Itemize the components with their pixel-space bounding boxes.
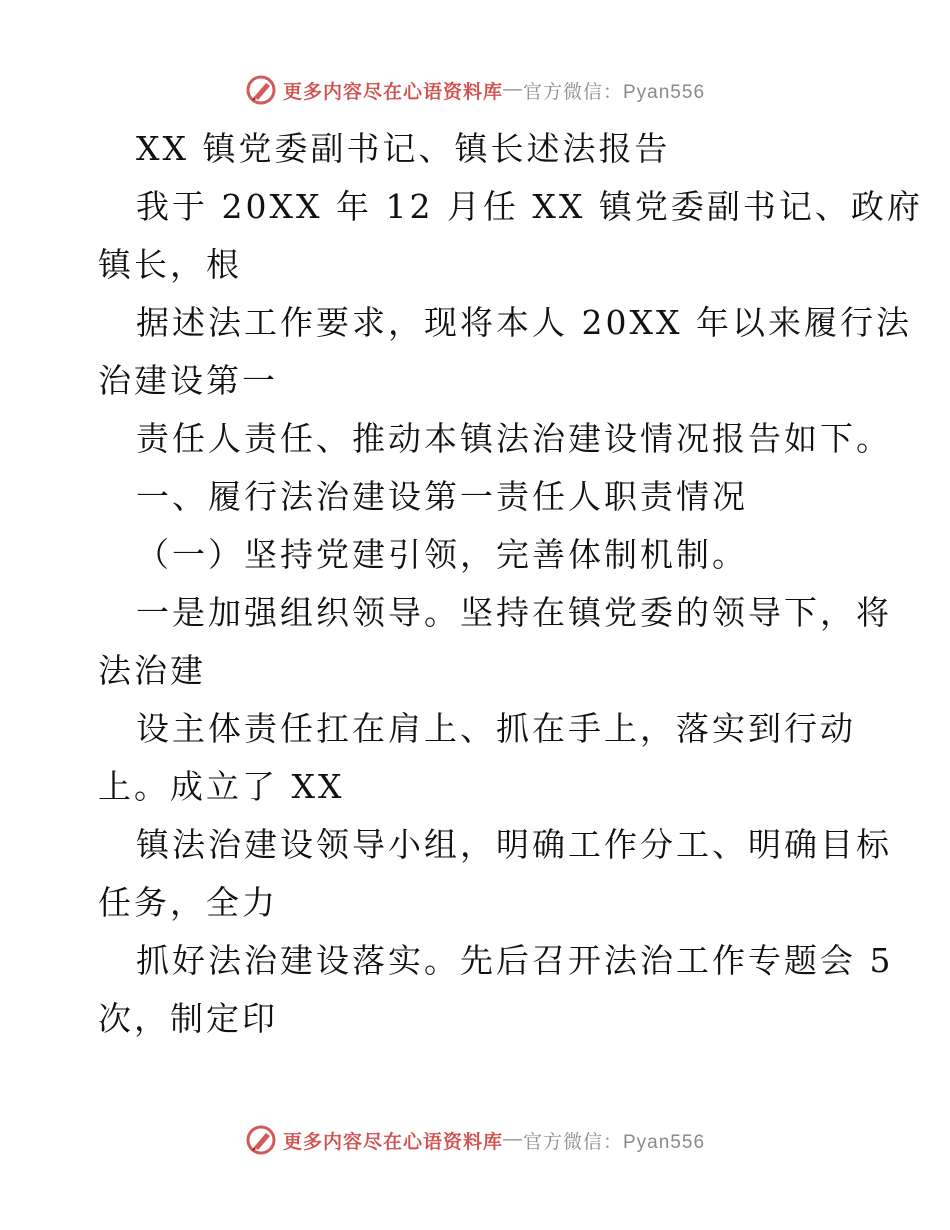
paragraph-line: 我于 20XX 年 12 月任 XX 镇党委副书记、政府 [136, 187, 923, 226]
paragraph-line: 治建设第一 [98, 361, 278, 400]
paragraph-line: 责任人责任、推动本镇法治建设情况报告如下。 [136, 419, 892, 458]
document-title: XX 镇党委副书记、镇长述法报告 [136, 129, 671, 168]
paragraph-line: 设主体责任扛在肩上、抓在手上，落实到行动 [136, 709, 856, 748]
watermark-title: 更多内容尽在心语资料库 [282, 1130, 503, 1153]
header-watermark [0, 70, 950, 110]
paragraph-line: 上。成立了 XX [98, 767, 345, 806]
section-heading: 一、履行法治建设第一责任人职责情况 [136, 477, 748, 516]
paragraph-line: 次，制定印 [98, 999, 278, 1038]
paragraph-line: 法治建 [98, 651, 206, 690]
pen-logo-icon [245, 74, 277, 106]
pen-logo-icon [245, 1124, 277, 1156]
watermark-dash: — [503, 1129, 523, 1150]
watermark-title: 更多内容尽在心语资料库 [282, 80, 503, 103]
watermark-dash: — [503, 79, 523, 100]
paragraph-line: 抓好法治建设落实。先后召开法治工作专题会 5 [136, 941, 894, 980]
watermark-contact: 官方微信：Pyan556 [523, 1131, 706, 1153]
paragraph-line: 镇长，根 [98, 245, 242, 284]
paragraph-line: 镇法治建设领导小组，明确工作分工、明确目标 [136, 825, 892, 864]
paragraph-line: 一是加强组织领导。坚持在镇党委的领导下，将 [136, 593, 892, 632]
paragraph-line: 任务，全力 [98, 883, 278, 922]
subsection-heading: （一）坚持党建引领，完善体制机制。 [136, 535, 748, 574]
document-body [98, 120, 923, 1048]
footer-watermark [0, 1120, 950, 1160]
watermark-contact: 官方微信：Pyan556 [523, 81, 706, 103]
paragraph-line: 据述法工作要求，现将本人 20XX 年以来履行法 [136, 303, 912, 342]
